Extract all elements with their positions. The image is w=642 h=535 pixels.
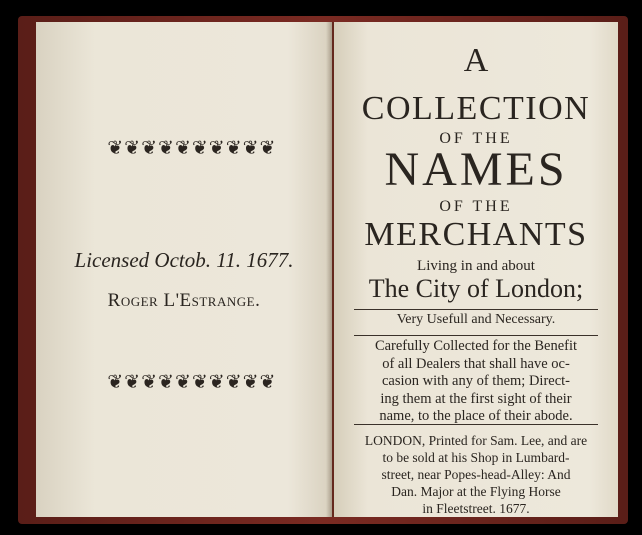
rule-2: [354, 335, 598, 336]
imprint-line: in Fleetstreet. 1677.: [422, 501, 530, 516]
imprint-line: Dan. Major at the Flying Horse: [391, 484, 561, 499]
description-line: Carefully Collected for the Benefit: [374, 338, 578, 354]
license-line: Licensed Octob. 11. 1677.: [74, 248, 294, 272]
title-a: A: [463, 42, 489, 79]
description-line: of all Dealers that shall have oc-: [382, 355, 570, 372]
right-page: [334, 22, 618, 517]
title-of-1: OF THE: [439, 130, 513, 147]
licenser-name: Roger L'Estrange.: [107, 290, 261, 311]
rule-1: [354, 309, 598, 310]
living-line: Living in and about: [417, 258, 535, 274]
title-merchants: MERCHANTS: [364, 216, 588, 253]
description-line: name, to the place of their abode.: [379, 408, 573, 424]
left-page: [36, 22, 332, 517]
ornament-band-bottom: ❦❦❦❦❦❦❦❦❦❦: [107, 371, 277, 393]
title-collection: COLLECTION: [361, 90, 591, 127]
useful-line: Very Usefull and Necessary.: [396, 312, 556, 327]
ornament-band-top: ❦❦❦❦❦❦❦❦❦❦: [107, 137, 277, 159]
imprint-line: LONDON, Printed for Sam. Lee, and are: [364, 433, 588, 448]
imprint-line: to be sold at his Shop in Lumbard-: [382, 450, 570, 465]
imprint-text: [352, 432, 600, 517]
description-line: ing them at the first sight of their: [380, 390, 572, 407]
description-line: casion with any of them; Direct-: [381, 373, 571, 389]
city-line: The City of London;: [368, 274, 584, 303]
title-of-2: OF THE: [439, 198, 513, 215]
imprint-line: street, near Popes-head-Alley: And: [381, 467, 571, 482]
title-names: NAMES: [384, 143, 568, 196]
description-text: [352, 338, 600, 426]
rule-3: [354, 424, 598, 425]
